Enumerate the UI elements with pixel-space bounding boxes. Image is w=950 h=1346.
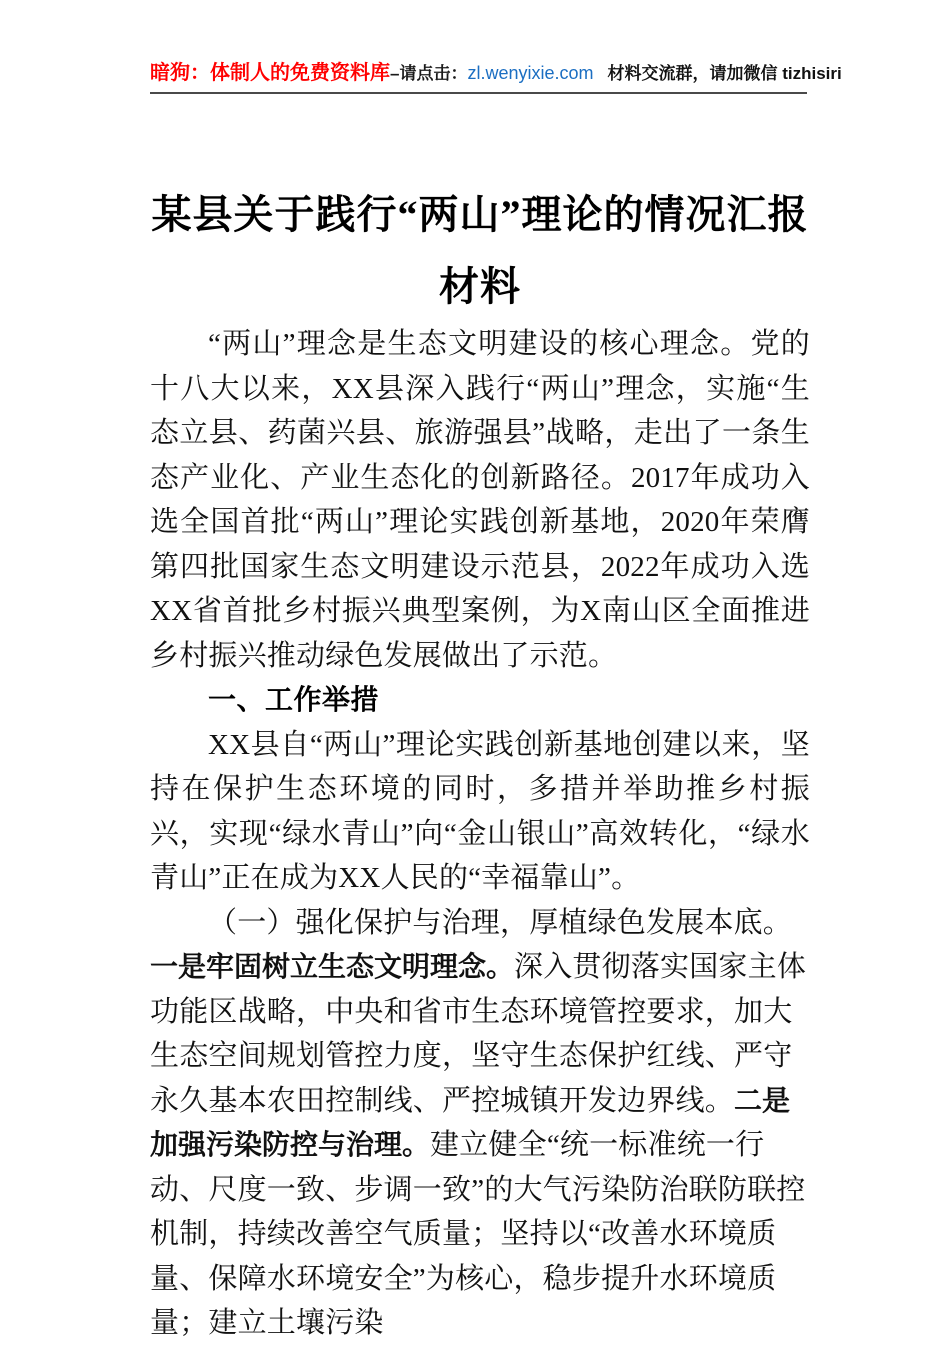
header-click-prompt: –请点击： <box>390 64 468 83</box>
header-divider-rule <box>150 92 807 94</box>
paragraph-intro: “两山”理念是生态文明建设的核心理念。党的十八大以来，XX县深入践行“两山”理念，实施“生态立县、药菌兴县、旅游强县”战略，走出了一条生态产业化、产业生态化的创新路径。2017年成功入选全国首批“两山”理论实践创新基地，2020年荣膺第四批国家生态文明建设示范县，2022年成功入选XX省首批乡村振兴典型案例，为X南山区全面推进乡村振兴推动绿色发展做出了示范。 <box>150 328 810 672</box>
header-site-link[interactable]: zl.wenyixie.com <box>467 63 594 83</box>
header-wechat-note: 材料交流群，请加微信 tizhisiri <box>607 64 842 83</box>
paragraph-item-one <box>150 901 810 1346</box>
item-one-bold-1: 一是牢固树立生态文明理念。 <box>150 951 515 982</box>
document-body <box>150 322 810 1346</box>
section-heading-1: 一、工作举措 <box>208 684 380 715</box>
header-site-name: 暗狗：体制人的免费资料库 <box>150 62 390 84</box>
paragraph-section-1-body: XX县自“两山”理论实践创新基地创建以来，坚持在保护生态环境的同时，多措并举助推乡村振兴，实现“绿水青山”向“金山银山”高效转化，“绿水青山”正在成为XX人民的“幸福靠山”。 <box>150 728 810 894</box>
item-one-lead: （一）强化保护与治理，厚植绿色发展本底。 <box>208 906 793 939</box>
document-title: 某县关于践行“两山”理论的情况汇报材料 <box>151 191 809 309</box>
item-one-bold-2: 二是加强污染防控与治理。 <box>150 1084 791 1160</box>
item-one-text-2: 建立健全“统一标准统一行动、尺度一致、步调一致”的大气污染防治联防联控机制，持续改善空气质量；坚持以“改善水环境质量、保障水环境安全”为核心，稳步提升水环境质量；建立土壤污染 <box>150 1129 806 1339</box>
header-watermark-banner <box>150 58 842 92</box>
item-one-text-1: 深入贯彻落实国家主体功能区战略，中央和省市生态环境管控要求，加大生态空间规划管控力度，坚守生态保护红线、严守永久基本农田控制线、严控城镇开发边界线。 <box>150 951 807 1117</box>
